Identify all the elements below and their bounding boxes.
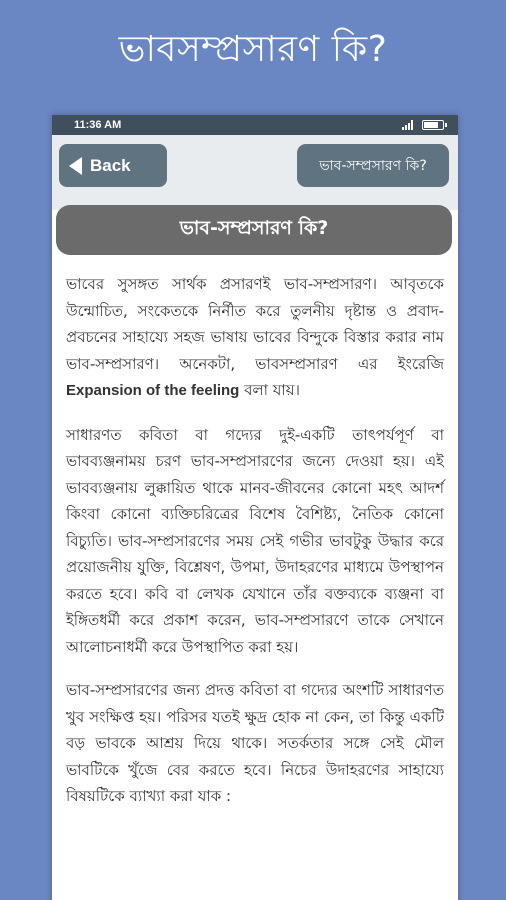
article-paragraph-1: [66, 271, 444, 405]
phone-screen: [52, 115, 458, 900]
status-icons: [402, 120, 444, 130]
toolbar: [52, 135, 458, 210]
promo-title: ভাবসম্প্রসারণ কি?: [118, 29, 388, 70]
status-bar: [52, 115, 458, 135]
battery-icon: [422, 120, 444, 130]
topic-title-label: ভাব-সম্প্রসারণ কি?: [319, 157, 427, 174]
section-title: ভাব-সম্প্রসারণ কি?: [179, 217, 329, 239]
article-paragraph-3: ভাব-সম্প্রসারণের জন্য প্রদত্ত কবিতা বা গদ্যের অংশটি সাধারণত খুব সংক্ষিপ্ত হয়। পরিসর যতই ক্ষুদ্র হোক না কেন, তা কিন্তু একটি বড় ভাবকে আশ্রয় দিয়ে থাকে। সতর্কতার সঙ্গে সেই মৌল ভাবটিকে খুঁজে বের করতে হবে। নিচের উদাহরণের সাহায্যে বিষয়টিকে ব্যাখ্যা করা যাক :: [66, 681, 444, 805]
paragraph-1-tail: বলা যায়।: [239, 381, 300, 399]
paragraph-1-bold-term: Expansion of the feeling: [66, 382, 240, 399]
status-time: 11:36 AM: [74, 119, 122, 131]
article-paragraph-2: সাধারণত কবিতা বা গদ্যের দুই-একটি তাৎপর্যপূর্ণ বা ভাবব্যঞ্জনাময় চরণ ভাব-সম্প্রসারণের জন্যে দেওয়া হয়। এই ভাবব্যঞ্জনায় লুক্কায়িত থাকে মানব-জীবনের কোনো মহৎ আদর্শ কিংবা কোনো ব্যক্তিচরিত্রের বিশেষ বৈশিষ্ট্য, নৈতিক কোনো বিচ্যুতি। ভাব-সম্প্রসারণের সময় সেই গভীর ভাবটুকু উদ্ধার করে প্রয়োজনীয় যুক্তি, বিশ্লেষণ, উপমা, উদাহরণের মাধ্যমে উপস্থাপন করতে হবে। কবি বা লেখক যেখানে তাঁর বক্তব্যকে ব্যঞ্জনা বা ইঙ্গিতধর্মী করে প্রকাশ করেন, ভাব-সম্প্রসারণে তাকে সেখানে আলোচনাধর্মী করে উপস্থাপিত করা হয়।: [66, 425, 444, 656]
section-header: [56, 205, 452, 255]
back-arrow-icon: [69, 157, 82, 175]
back-button[interactable]: [59, 144, 167, 187]
topic-title-button[interactable]: [297, 144, 449, 187]
paragraph-1-text: ভাবের সুসঙ্গত সার্থক প্রসারণই ভাব-সম্প্রসারণ। আবৃতকে উন্মোচিত, সংকেতকে নির্নীত করে তুলনীয় দৃষ্টান্ত ও প্রবাদ-প্রবচনের সাহায্যে সহজ ভাষায় ভাবের বিন্দুকে বিস্তার করার নাম ভাব-সম্প্রসারণ। অনেকটা, ভাবসম্প্রসারণ এর ইংরেজি: [66, 275, 444, 373]
signal-icon: [402, 120, 416, 130]
article-body: [66, 271, 444, 827]
back-button-label: Back: [90, 155, 131, 175]
battery-fill: [424, 122, 438, 128]
